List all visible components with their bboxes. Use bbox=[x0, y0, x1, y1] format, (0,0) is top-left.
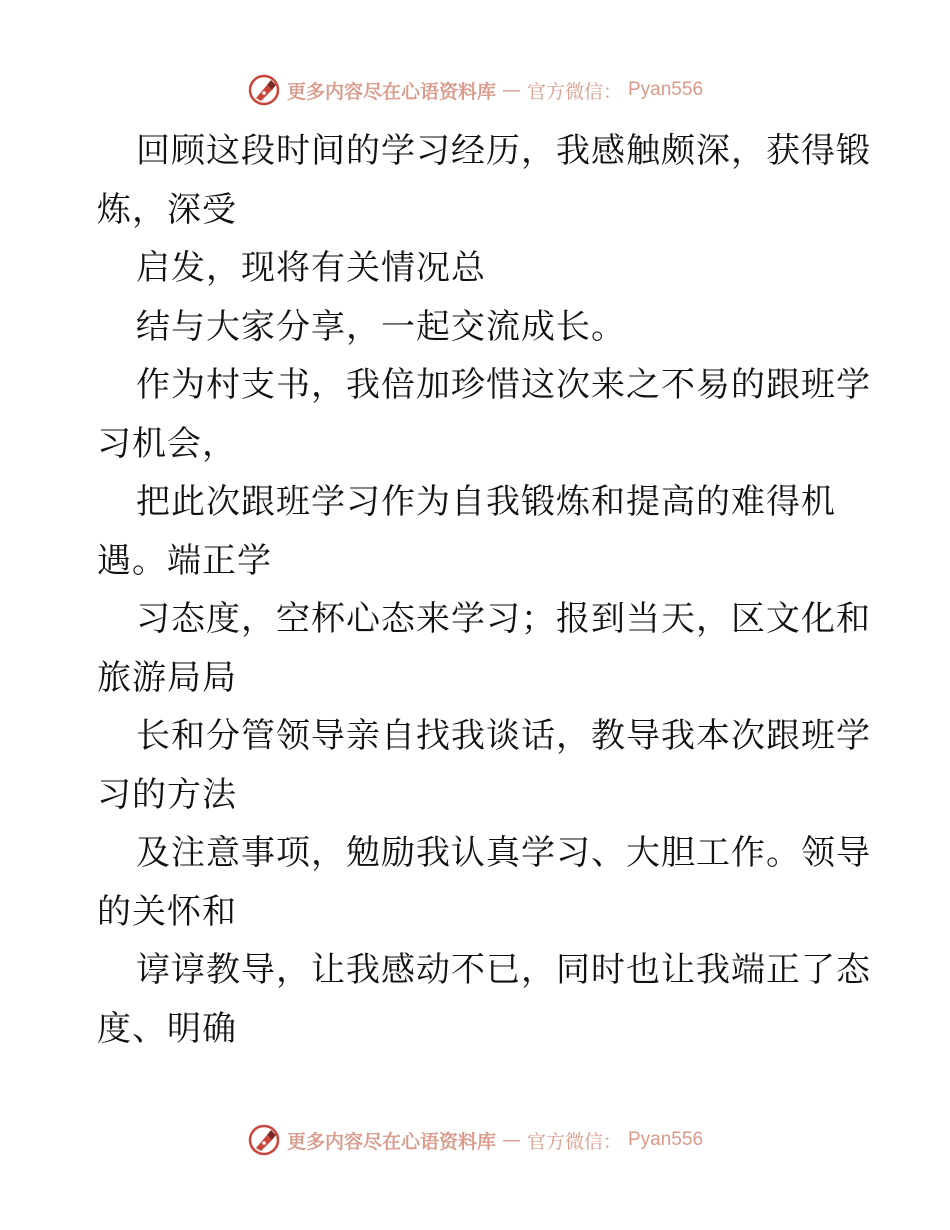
header-banner bbox=[0, 70, 950, 110]
body-line: 回顾这段时间的学习经历，我感触颇深，获得锻 bbox=[136, 131, 871, 171]
body-line: 遇。端正学 bbox=[97, 540, 272, 581]
body-line: 结与大家分享，一起交流成长。 bbox=[136, 306, 626, 347]
body-line: 旅游局局 bbox=[97, 657, 237, 698]
body-line: 作为村支书，我倍加珍惜这次来之不易的跟班学 bbox=[136, 365, 871, 405]
header-wechat-label: 官方微信： bbox=[526, 80, 622, 103]
footer-banner bbox=[0, 1120, 950, 1160]
header-wechat-id: Pyan556 bbox=[628, 79, 704, 100]
footer-brand-text: 更多内容尽在心语资料库 bbox=[286, 1130, 496, 1153]
footer-wechat-id: Pyan556 bbox=[628, 1129, 704, 1150]
pen-nib-logo-icon bbox=[247, 1123, 281, 1157]
header-brand-text: 更多内容尽在心语资料库 bbox=[286, 80, 496, 103]
body-line: 炼，深受 bbox=[97, 189, 237, 230]
pen-nib-logo-icon bbox=[247, 73, 281, 107]
header-separator: — bbox=[501, 79, 521, 101]
body-line: 的关怀和 bbox=[97, 891, 237, 932]
body-line: 习的方法 bbox=[97, 774, 237, 815]
footer-wechat-label: 官方微信： bbox=[526, 1130, 622, 1153]
body-line: 习机会， bbox=[97, 423, 237, 464]
body-line: 习态度，空杯心态来学习；报到当天，区文化和 bbox=[136, 599, 871, 639]
body-line: 度、明确 bbox=[97, 1008, 237, 1049]
document-body bbox=[97, 122, 871, 1058]
body-line: 长和分管领导亲自找我谈话，教导我本次跟班学 bbox=[136, 716, 871, 756]
body-line: 谆谆教导，让我感动不已，同时也让我端正了态 bbox=[136, 950, 871, 990]
body-line: 及注意事项，勉励我认真学习、大胆工作。领导 bbox=[136, 833, 871, 873]
body-line: 把此次跟班学习作为自我锻炼和提高的难得机 bbox=[136, 482, 836, 522]
body-line: 启发，现将有关情况总 bbox=[136, 248, 486, 288]
footer-separator: — bbox=[501, 1129, 521, 1151]
